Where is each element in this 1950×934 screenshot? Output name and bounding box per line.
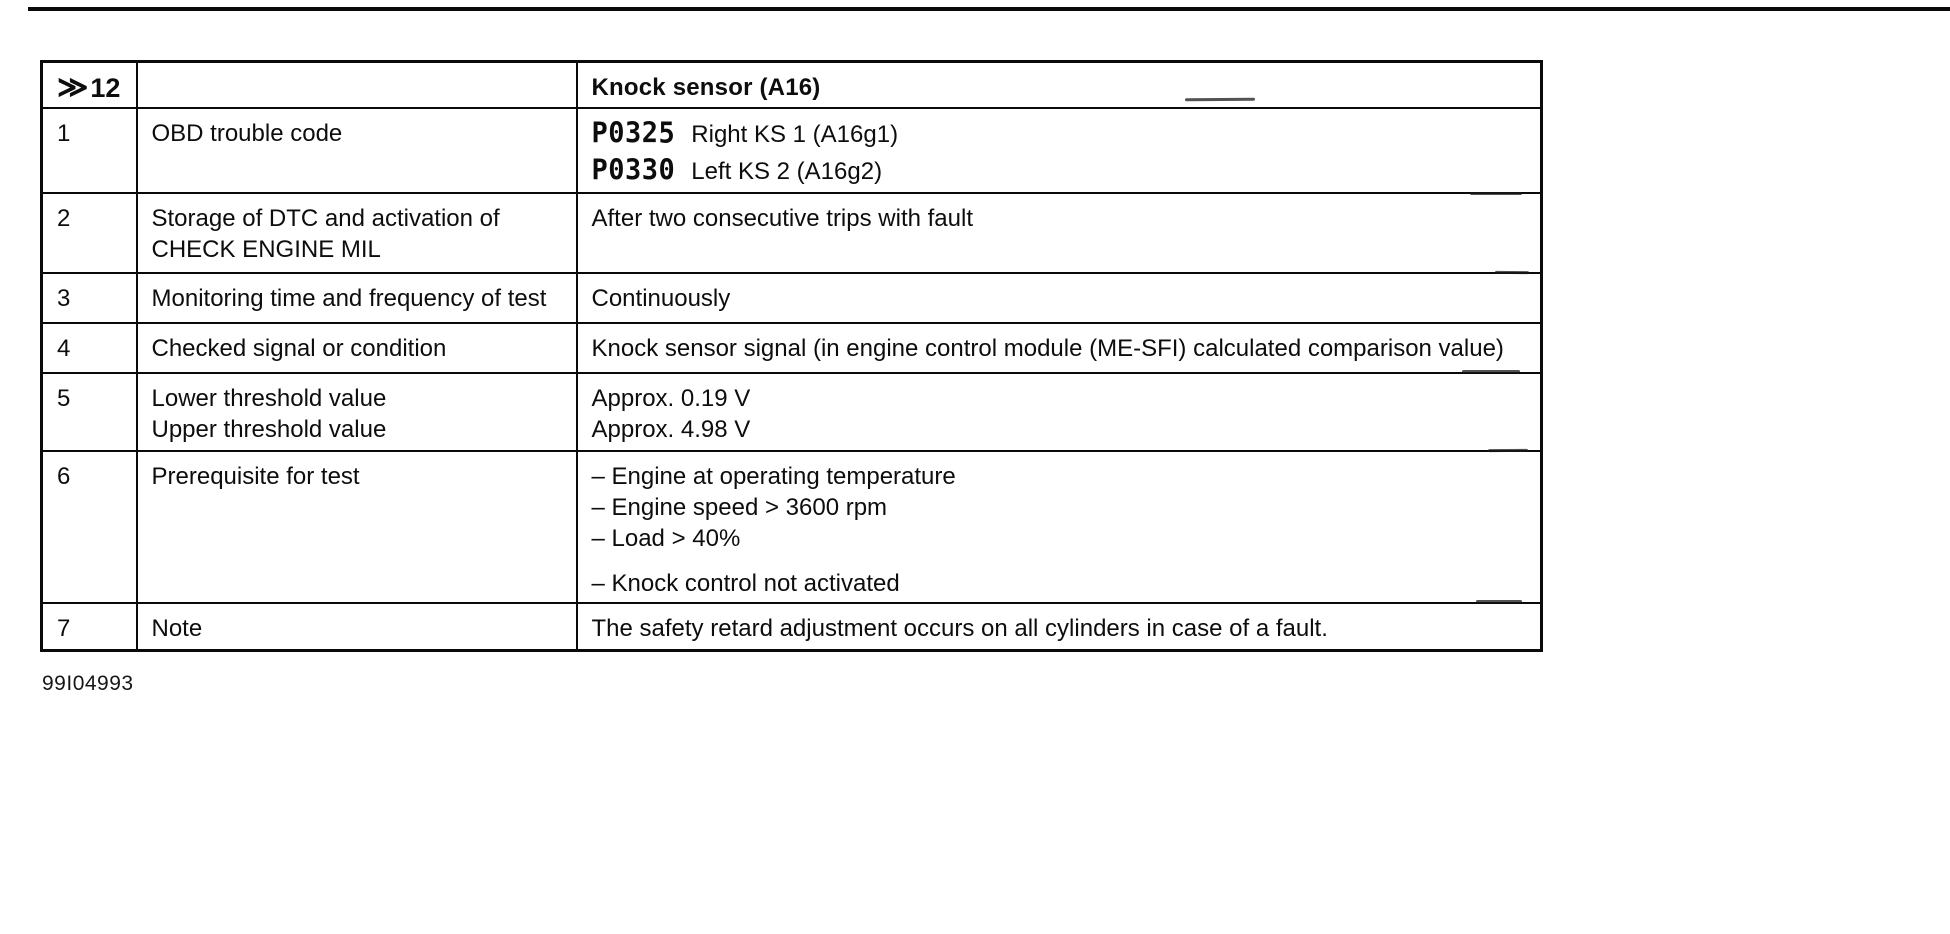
scan-artifact	[1185, 98, 1255, 101]
scan-artifact-top-line	[28, 7, 1950, 11]
table-header-row	[42, 62, 1542, 108]
scan-artifact	[1495, 271, 1529, 274]
row-number: 2	[42, 193, 137, 273]
row-value-cell	[577, 603, 1542, 651]
table-row	[42, 108, 1542, 193]
scan-artifact	[1488, 449, 1528, 452]
row-label-cell	[137, 451, 577, 603]
row-number: 5	[42, 373, 137, 451]
row-value: Knock sensor signal (in engine control module (ME-SFI) calculated comparison value)	[591, 334, 1504, 362]
row-label-cell	[137, 323, 577, 373]
row-value: After two consecutive trips with fault	[591, 204, 973, 232]
row-number: 7	[42, 603, 137, 651]
row-value: Approx. 0.19 V	[591, 384, 751, 412]
row-number: 1	[42, 108, 137, 193]
dtc-line	[592, 118, 1529, 150]
table-row	[42, 273, 1542, 323]
row-label: CHECK ENGINE MIL	[151, 235, 381, 263]
dtc-code: P0325	[591, 116, 676, 150]
row-label-cell	[137, 603, 577, 651]
row-value: Continuously	[591, 284, 731, 312]
row-value: – Engine speed > 3600 rpm	[591, 493, 888, 521]
row-label-cell	[137, 373, 577, 451]
row-value: – Engine at operating temperature	[591, 462, 956, 490]
diagnostic-table	[40, 60, 1543, 652]
row-label: Lower threshold value	[151, 384, 387, 412]
row-value-cell	[577, 451, 1542, 603]
row-label: Prerequisite for test	[151, 462, 360, 490]
scan-artifact	[1476, 600, 1522, 603]
table-row	[42, 373, 1542, 451]
row-label: Storage of DTC and activation of	[151, 204, 500, 232]
section-number: 12	[90, 73, 121, 103]
row-number: 6	[42, 451, 137, 603]
row-label: OBD trouble code	[151, 119, 343, 147]
row-value-cell	[577, 193, 1542, 273]
row-label-cell	[137, 193, 577, 273]
row-value-cell	[577, 108, 1542, 193]
scan-artifact	[1470, 192, 1522, 195]
chevron-marker-icon: ≫	[57, 71, 87, 104]
row-label-cell	[137, 108, 577, 193]
row-number: 4	[42, 323, 137, 373]
dtc-description: Left KS 2 (A16g2)	[691, 157, 883, 185]
row-value-cell	[577, 373, 1542, 451]
row-value: – Load > 40%	[591, 524, 741, 552]
row-label: Note	[151, 614, 203, 642]
dtc-description: Right KS 1 (A16g1)	[691, 120, 899, 148]
figure-number: 99I04993	[42, 672, 134, 695]
row-label: Checked signal or condition	[151, 334, 447, 362]
row-value: The safety retard adjustment occurs on all cylinders in case of a fault.	[591, 614, 1328, 642]
table-title: Knock sensor (A16)	[577, 62, 1542, 108]
table-row	[42, 193, 1542, 273]
row-label: Upper threshold value	[151, 415, 387, 443]
table-row	[42, 603, 1542, 651]
dtc-code: P0330	[591, 153, 676, 187]
header-empty-cell	[137, 62, 577, 108]
table-row	[42, 451, 1542, 603]
table-row	[42, 323, 1542, 373]
row-value-cell	[577, 273, 1542, 323]
row-label: Monitoring time and frequency of test	[151, 284, 547, 312]
row-value: Approx. 4.98 V	[591, 415, 751, 443]
row-value-cell	[577, 323, 1542, 373]
dtc-line	[592, 155, 1529, 187]
section-marker-cell	[42, 62, 137, 108]
row-value: – Knock control not activated	[591, 569, 900, 597]
row-label-cell	[137, 273, 577, 323]
row-number: 3	[42, 273, 137, 323]
scan-artifact	[1462, 370, 1520, 373]
